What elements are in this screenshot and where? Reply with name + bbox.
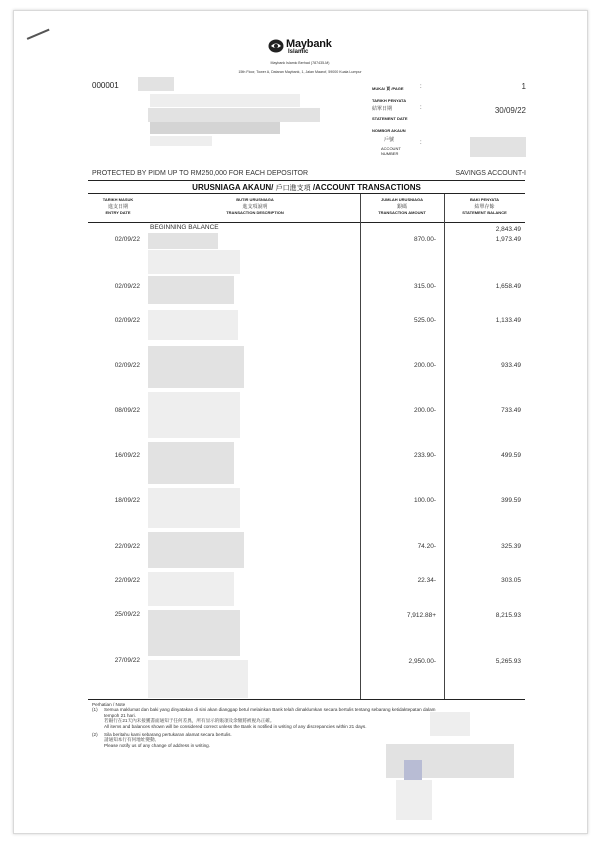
redacted-description xyxy=(148,276,234,304)
note-1-zh: 若銀行在21天內未接獲書面通知于任何差異，所有显示的賬項及余額將被視為正確。 xyxy=(104,718,275,724)
redacted-description xyxy=(148,660,248,698)
statement-balance: 1,658.49 xyxy=(495,283,521,290)
statement-balance: 399.59 xyxy=(501,497,521,504)
transaction-amount: 200.00- xyxy=(413,407,436,414)
date-colon: : xyxy=(420,105,422,111)
account-type: SAVINGS ACCOUNT-I xyxy=(455,170,526,177)
transaction-amount: 200.00- xyxy=(413,362,436,369)
transaction-amount: 525.00- xyxy=(413,317,436,324)
redacted-block xyxy=(150,136,212,146)
redacted-block xyxy=(148,108,320,122)
column-divider xyxy=(360,194,361,700)
bank-entity: Maybank Islamic Berhad (787435-M) xyxy=(270,61,330,65)
note-2-zh: 請通知本行有何地址變動。 xyxy=(104,737,160,743)
note-number: (1) xyxy=(92,707,98,713)
redacted-description xyxy=(148,346,244,388)
redacted-block xyxy=(150,94,300,107)
column-header-amount: JUMLAH URUSNIAGA 銀碼 TRANSACTION AMOUNT xyxy=(378,197,426,215)
note-1-ms: Semua maklumat dan baki yang dinyatakan di sini akan dianggap betul melainkan Bank telah dimaklumkan secara bertulis tentang sebarang ketidaktepatan dalam xyxy=(104,707,436,713)
account-number-label-en1: ACCOUNT xyxy=(381,146,401,151)
statement-balance: 499.59 xyxy=(501,452,521,459)
tiger-logo-icon xyxy=(268,39,284,53)
entry-date: 02/09/22 xyxy=(114,317,140,324)
statement-date-label-en: STATEMENT DATE xyxy=(372,116,408,121)
statement-balance: 1,133.49 xyxy=(495,317,521,324)
column-header-balance: BAKI PENYATA 結單存餘 STATEMENT BALANCE xyxy=(462,197,507,215)
transaction-amount: 74.20- xyxy=(417,543,436,550)
note-number: (2) xyxy=(92,732,98,738)
table-title-en: /ACCOUNT TRANSACTIONS xyxy=(312,183,421,192)
redacted-description xyxy=(148,572,234,606)
statement-balance: 733.49 xyxy=(501,407,521,414)
entry-date: 22/09/22 xyxy=(114,543,140,550)
redacted-description xyxy=(148,610,240,656)
redacted-description xyxy=(148,250,240,274)
entry-date: 22/09/22 xyxy=(114,577,140,584)
redacted-description xyxy=(148,392,240,438)
column-header-description: BUTIR URUSNIAGA 進支項說明 TRANSACTION DESCRIPTION xyxy=(226,197,284,215)
statement-balance: 8,215.93 xyxy=(495,612,521,619)
transaction-amount: 233.90- xyxy=(413,452,436,459)
transaction-amount: 870.00- xyxy=(413,236,436,243)
entry-date: 02/09/22 xyxy=(114,236,140,243)
entry-date: 18/09/22 xyxy=(114,497,140,504)
statement-balance: 303.05 xyxy=(501,577,521,584)
header-rule xyxy=(88,222,525,223)
transaction-amount: 7,912.88+ xyxy=(406,612,436,619)
column-header-date: TARIKH MASUK 進支日期 ENTRY DATE xyxy=(102,197,134,215)
note-1-en: All items and balances shown will be considered correct unless the Bank is notified in writing of any discrepancies within 21 days. xyxy=(104,723,367,729)
redacted-description xyxy=(148,442,234,484)
column-divider xyxy=(444,194,445,700)
account-number-label-ms: NOMBOR AKAUN xyxy=(372,128,406,133)
table-title xyxy=(88,183,525,193)
pidm-notice: PROTECTED BY PIDM UP TO RM250,000 FOR EACH DEPOSITOR xyxy=(92,170,309,177)
notes-heading: Perhatian / Note xyxy=(92,702,126,707)
account-seq-number: 000001 xyxy=(92,81,119,90)
redacted-block xyxy=(150,122,280,134)
transaction-amount: 22.34- xyxy=(417,577,436,584)
statement-balance: 5,265.93 xyxy=(495,658,521,665)
account-colon: : xyxy=(420,140,422,146)
redacted-description xyxy=(148,310,238,340)
statement-date-label-ms: TARIKH PENYATA xyxy=(372,98,407,103)
redacted-description xyxy=(148,532,244,568)
transaction-amount: 315.00- xyxy=(413,283,436,290)
statement-balance: 325.39 xyxy=(501,543,521,550)
statement-date-value: 30/09/22 xyxy=(494,106,526,115)
redacted-description xyxy=(148,233,218,249)
table-bottom-rule xyxy=(88,699,525,700)
redacted-block xyxy=(138,77,174,91)
entry-date: 16/09/22 xyxy=(114,452,140,459)
entry-date: 02/09/22 xyxy=(114,283,140,290)
logo-wordmark: Maybank xyxy=(286,38,332,50)
entry-date: 02/09/22 xyxy=(114,362,140,369)
table-title-ms: URUSNIAGA AKAUN/ xyxy=(192,183,274,192)
note-2-ms: Sila beritahu kami sebarang pertukaran alamat secara bertulis. xyxy=(104,732,232,738)
transaction-amount: 100.00- xyxy=(413,497,436,504)
account-number-label-zh: 戶號 xyxy=(384,137,395,143)
redacted-description xyxy=(148,488,240,528)
redacted-account-number xyxy=(470,137,526,157)
note-2-en: Please notify us of any change of address in writing. xyxy=(104,742,210,748)
note-1-ms-cont: tempoh 21 hari. xyxy=(104,712,136,718)
statement-balance: 1,973.49 xyxy=(495,236,521,243)
beginning-balance-label: BEGINNING BALANCE xyxy=(150,224,219,231)
notes-section xyxy=(92,702,435,748)
entry-date: 08/09/22 xyxy=(114,407,140,414)
entry-date: 25/09/22 xyxy=(114,611,140,618)
logo-subtitle: Islamic xyxy=(288,49,309,55)
transaction-amount: 2,950.00- xyxy=(408,658,436,665)
entry-date: 27/09/22 xyxy=(114,657,140,664)
page-colon: : xyxy=(420,84,422,90)
redacted-footer xyxy=(404,760,422,782)
redacted-footer xyxy=(396,780,432,820)
statement-balance: 933.49 xyxy=(501,362,521,369)
page-label: MUKA/ 頁 /PAGE xyxy=(372,86,404,91)
page-number: 1 xyxy=(521,82,526,91)
maybank-logo xyxy=(268,38,332,53)
bank-address: 15th Floor, Tower A, Dataran Maybank, 1, Jalan Maarof, 59000 Kuala Lumpur xyxy=(238,70,362,74)
beginning-balance-value: 2,843.49 xyxy=(495,226,521,233)
account-number-label-en2: NUMBER xyxy=(381,151,399,156)
redacted-footer xyxy=(430,712,470,736)
statement-date-label-zh: 結單日期 xyxy=(372,106,393,112)
table-top-rule xyxy=(88,180,525,181)
title-rule xyxy=(88,193,525,194)
table-title-zh: 戶口進支項 xyxy=(275,185,311,192)
